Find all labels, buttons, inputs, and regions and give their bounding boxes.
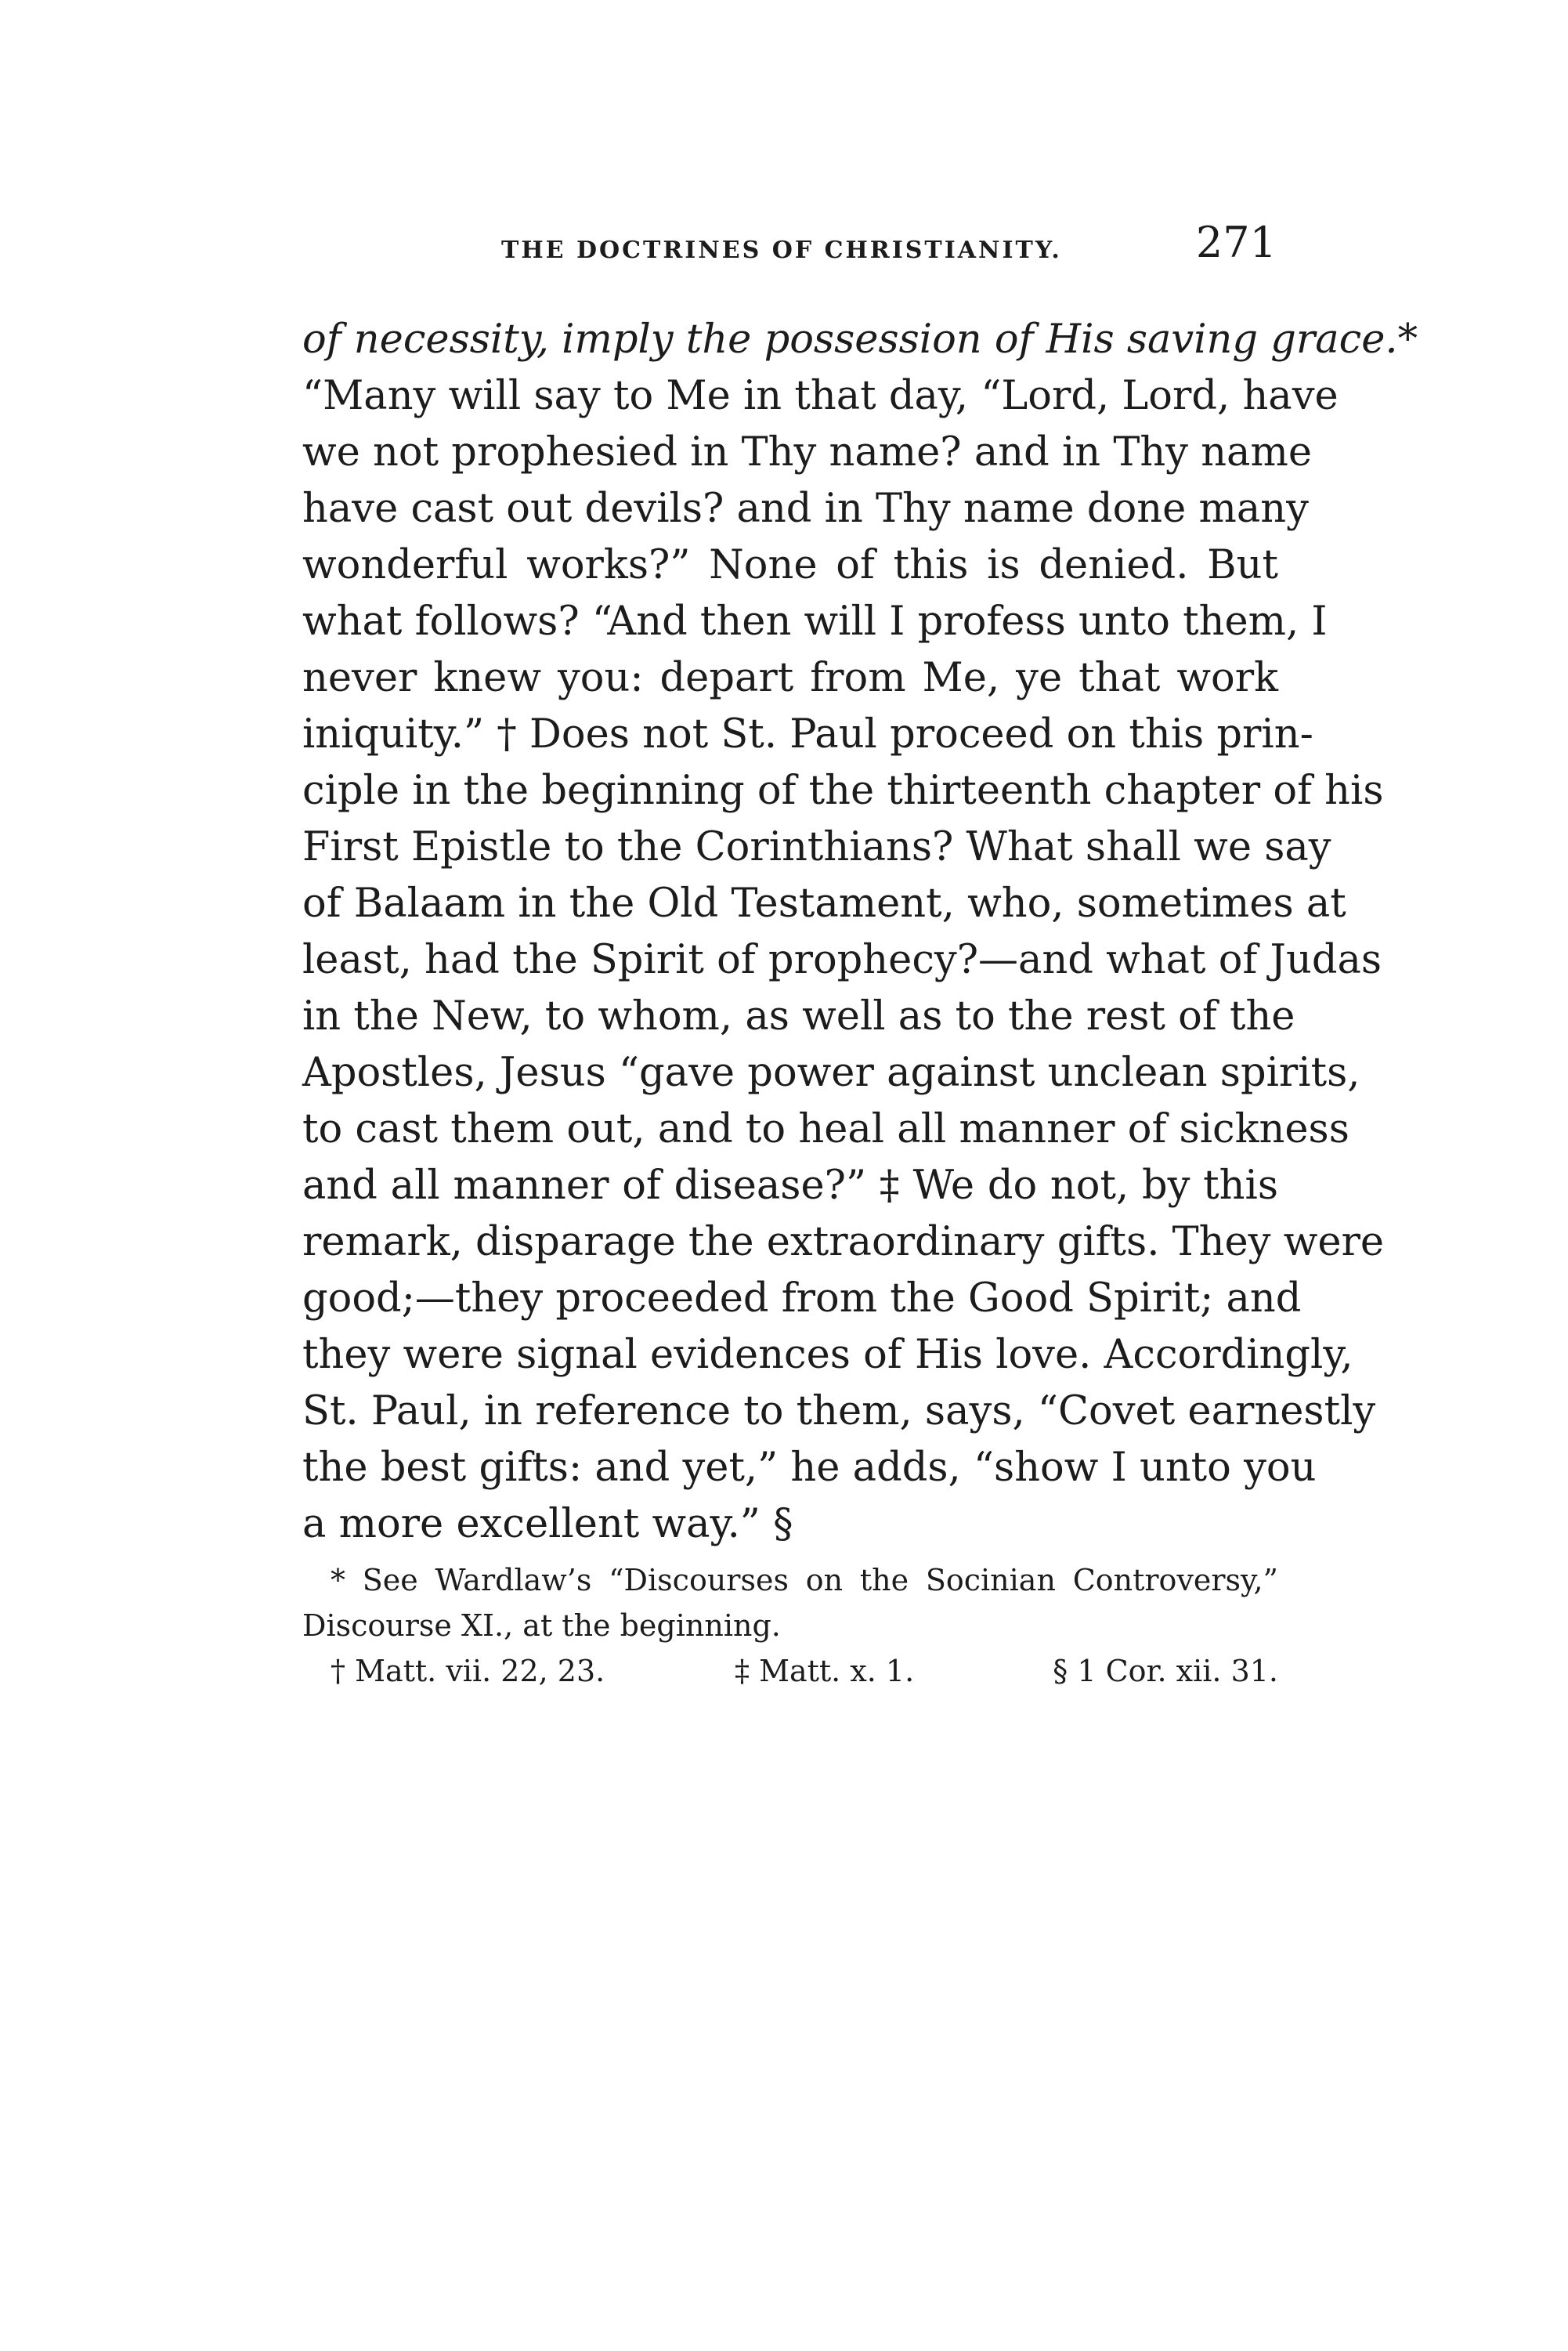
footnote-dagger: † Matt. vii. 22, 23.	[331, 1654, 605, 1688]
text-line: “Many will say to Me in that day, “Lord, Lord, have	[302, 373, 1339, 419]
footnote-star: * See Wardlaw’s “Discourses on the Socinian Controversy,”	[331, 1563, 1278, 1597]
text-line: in the New, to whom, as well as to the rest of the	[302, 993, 1295, 1040]
main-text	[302, 312, 1418, 1553]
text-line: the best gifts: and yet,” he adds, “show I unto you	[302, 1445, 1317, 1491]
text-line: never knew you: depart from Me, ye that work	[302, 655, 1278, 701]
text-line: St. Paul, in reference to them, says, “Covet earnestly	[302, 1388, 1376, 1434]
running-head: THE DOCTRINES OF CHRISTIANITY.	[501, 237, 1062, 264]
footnote-star-continued: Discourse XI., at the beginning.	[302, 1608, 781, 1643]
page-number: 271	[1195, 218, 1277, 267]
text-line: we not prophesied in Thy name? and in Thy name	[302, 429, 1312, 476]
text-line: iniquity.” † Does not St. Paul proceed on this prin-	[302, 711, 1313, 758]
footnote-section: § 1 Cor. xii. 31.	[1053, 1654, 1278, 1688]
text-line: wonderful works?” None of this is denied. But	[302, 542, 1278, 588]
text-line: to cast them out, and to heal all manner of sickness	[302, 1106, 1349, 1152]
text-line: a more excellent way.” §	[302, 1501, 793, 1547]
text-line: remark, disparage the extraordinary gifts. They were	[302, 1219, 1385, 1265]
text-line: have cast out devils? and in Thy name done many	[302, 486, 1309, 532]
text-line: ciple in the beginning of the thirteenth chapter of his	[302, 768, 1384, 814]
footnotes	[302, 1557, 1278, 1694]
text-line: Apostles, Jesus “gave power against unclean spirits,	[302, 1050, 1360, 1096]
footnote-double-dagger: ‡ Matt. x. 1.	[735, 1654, 915, 1688]
text-line: of Balaam in the Old Testament, who, sometimes at	[302, 881, 1346, 927]
text-line: least, had the Spirit of prophecy?—and what of Judas	[302, 937, 1382, 983]
text-line: of necessity, imply the possession of His saving grace.*	[302, 316, 1418, 363]
page-header	[501, 218, 1277, 280]
text-line: and all manner of disease?” ‡ We do not, by this	[302, 1163, 1278, 1209]
text-line: good;—they proceeded from the Good Spirit; and	[302, 1275, 1302, 1322]
text-line: what follows? “And then will I profess unto them, I	[302, 599, 1328, 645]
footnote-references	[302, 1648, 1278, 1694]
text-line: they were signal evidences of His love. Accordingly,	[302, 1332, 1353, 1378]
text-line: First Epistle to the Corinthians? What shall we say	[302, 824, 1331, 870]
